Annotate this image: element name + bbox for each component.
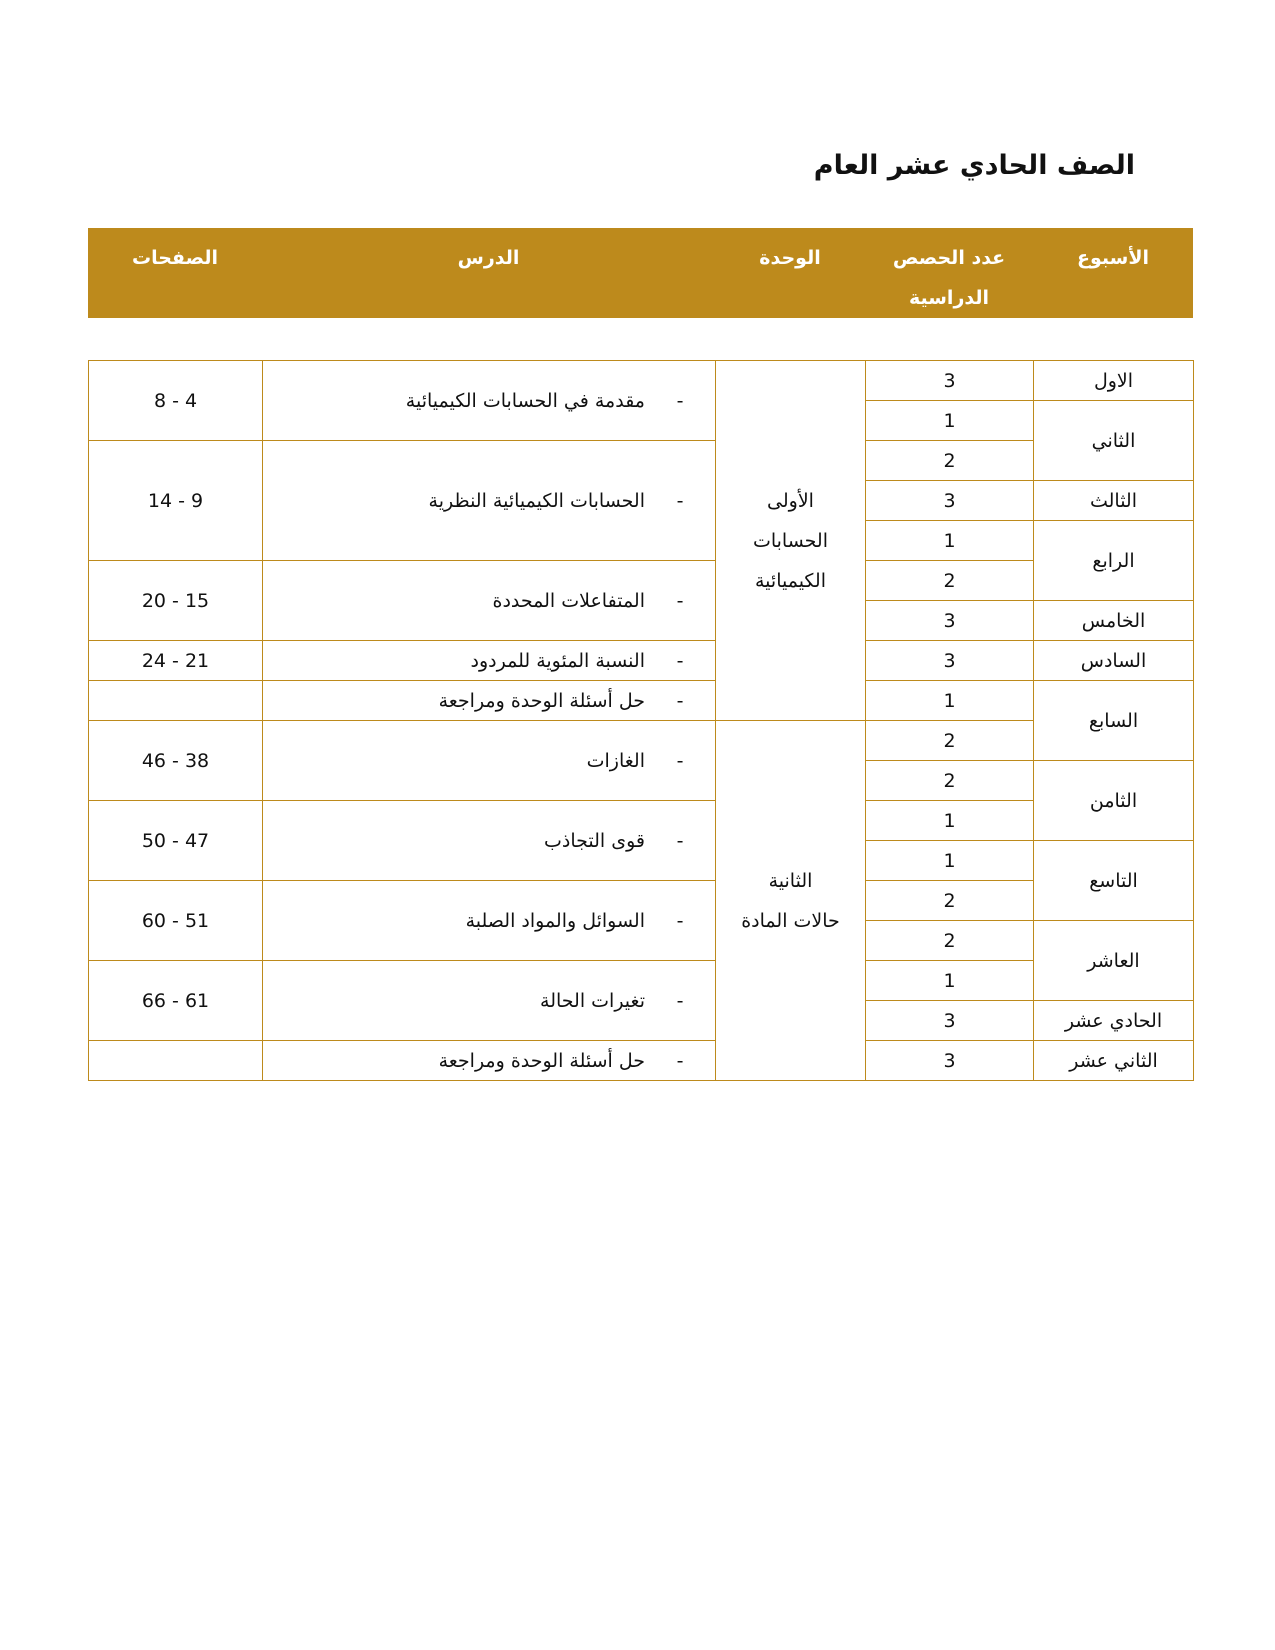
week-cell: الحادي عشر [1034,1001,1194,1041]
count-cell: 3 [866,601,1034,641]
lesson-title: حل أسئلة الوحدة ومراجعة [438,1049,645,1072]
pages-cell: 14 - 9 [89,441,263,561]
table-row [89,641,1194,681]
lesson-title: المتفاعلات المحددة [492,589,645,612]
unit-2-line2: حالات المادة [741,909,840,932]
week-cell: السادس [1034,641,1194,681]
bullet-dash: - [676,649,684,672]
week-cell: الثاني عشر [1034,1041,1194,1081]
count-cell: 3 [866,481,1034,521]
bullet-dash: - [676,689,684,712]
bullet-dash: - [676,1049,684,1072]
lesson-cell [263,441,716,561]
lesson-cell [263,641,716,681]
count-cell: 2 [866,441,1034,481]
count-cell: 1 [866,401,1034,441]
header-unit: الوحدة [759,247,821,269]
count-cell: 2 [866,761,1034,801]
pages-cell: 8 - 4 [89,361,263,441]
pages-cell: 24 - 21 [89,641,263,681]
week-cell: الخامس [1034,601,1194,641]
bullet-dash: - [676,489,684,512]
lesson-cell [263,561,716,641]
unit-cell-1 [716,361,866,721]
lesson-cell [263,721,716,801]
unit-cell-2 [716,721,866,1081]
week-cell: السابع [1034,681,1194,761]
lesson-cell [263,681,716,721]
week-cell: الرابع [1034,521,1194,601]
lesson-title: قوى التجاذب [543,829,645,852]
count-cell: 2 [866,921,1034,961]
week-cell: الثاني [1034,401,1194,481]
lesson-title: الغازات [586,749,645,772]
table-row [89,721,1194,761]
pages-cell [89,681,263,721]
unit-1-line2: الحسابات [752,529,829,552]
lesson-cell [263,1041,716,1081]
lesson-cell [263,361,716,441]
table-header [88,228,1193,318]
table-row [89,961,1194,1001]
bullet-dash: - [676,989,684,1012]
lesson-title: النسبة المئوية للمردود [470,649,645,672]
header-week: الأسبوع [1077,247,1149,269]
lesson-title: السوائل والمواد الصلبة [465,909,645,932]
count-cell: 1 [866,801,1034,841]
bullet-dash: - [676,909,684,932]
table-row [89,1041,1194,1081]
count-cell: 1 [866,521,1034,561]
lesson-cell [263,881,716,961]
pages-cell: 50 - 47 [89,801,263,881]
week-cell: الثامن [1034,761,1194,841]
table-row [89,881,1194,921]
count-cell: 1 [866,681,1034,721]
lesson-title: مقدمة في الحسابات الكيميائية [405,389,645,412]
count-cell: 2 [866,721,1034,761]
table-row [89,801,1194,841]
table-row [89,441,1194,481]
pages-cell [89,1041,263,1081]
count-cell: 1 [866,841,1034,881]
bullet-dash: - [676,589,684,612]
week-cell: الاول [1034,361,1194,401]
header-session-count [865,228,1033,318]
header-count-line2: الدراسية [908,287,990,309]
bullet-dash: - [676,389,684,412]
lesson-cell [263,801,716,881]
unit-1-line1: الأولى [767,489,814,512]
table-row [89,361,1194,401]
count-cell: 2 [866,881,1034,921]
week-cell: الثالث [1034,481,1194,521]
lesson-title: حل أسئلة الوحدة ومراجعة [438,689,645,712]
pages-cell: 46 - 38 [89,721,263,801]
count-cell: 3 [866,1041,1034,1081]
pages-cell: 20 - 15 [89,561,263,641]
table-row [89,561,1194,601]
unit-2-line1: الثانية [768,869,813,892]
week-cell: التاسع [1034,841,1194,921]
bullet-dash: - [676,749,684,772]
lesson-cell [263,961,716,1041]
count-cell: 3 [866,361,1034,401]
count-cell: 2 [866,561,1034,601]
unit-1-line3: الكيميائية [754,569,826,592]
bullet-dash: - [676,829,684,852]
lesson-title: الحسابات الكيميائية النظرية [428,489,645,512]
header-pages: الصفحات [132,247,218,269]
header-count-line1: عدد الحصص [892,247,1006,269]
header-lesson: الدرس [457,247,520,269]
schedule-table [88,360,1194,1081]
count-cell: 1 [866,961,1034,1001]
count-cell: 3 [866,1001,1034,1041]
table-row [89,681,1194,721]
pages-cell: 66 - 61 [89,961,263,1041]
count-cell: 3 [866,641,1034,681]
pages-cell: 60 - 51 [89,881,263,961]
week-cell: العاشر [1034,921,1194,1001]
lesson-title: تغيرات الحالة [540,989,645,1012]
page-title: الصف الحادي عشر العام [813,150,1135,181]
